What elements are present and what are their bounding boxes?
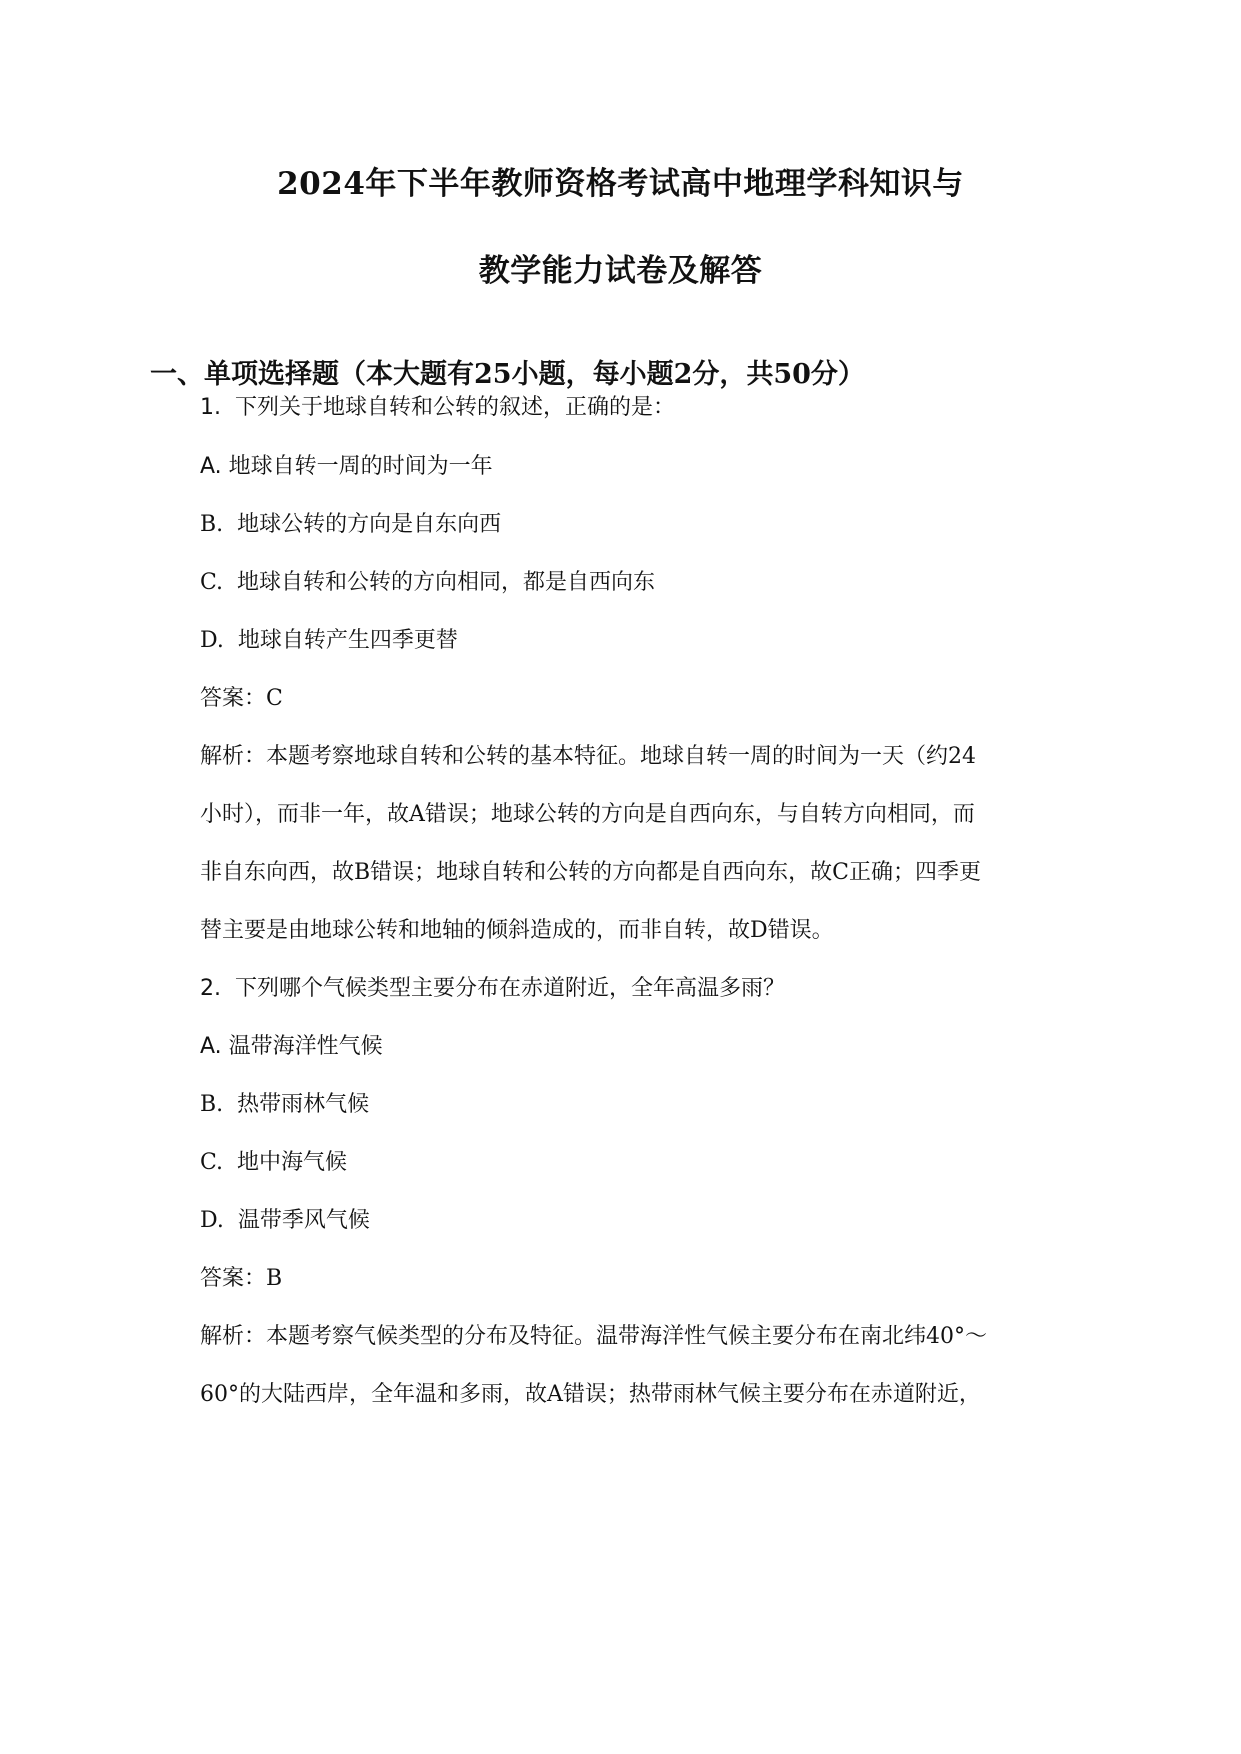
- question-2-explanation-line: 解析：本题考察气候类型的分布及特征。温带海洋性气候主要分布在南北纬40°～: [200, 1324, 987, 1349]
- option-label: D.: [200, 628, 224, 653]
- question-1-explanation-line: 替主要是由地球公转和地轴的倾斜造成的，而非自转，故D错误。: [200, 918, 834, 943]
- section-heading: 一、单项选择题（本大题有25小题，每小题2分，共50分）: [150, 359, 865, 390]
- option-label: A.: [200, 1034, 222, 1059]
- question-2-explanation-line: 60°的大陆西岸，全年温和多雨，故A错误；热带雨林气候主要分布在赤道附近，: [200, 1382, 981, 1407]
- question-2-stem: [200, 974, 785, 1004]
- option-label: C.: [200, 570, 224, 595]
- document-title-line1: 2024年下半年教师资格考试高中地理学科知识与: [277, 166, 964, 202]
- option-label: B.: [200, 1092, 224, 1117]
- option-text: 地球自转和公转的方向相同，都是自西向东: [237, 570, 656, 595]
- question-1-explanation-line: 解析：本题考察地球自转和公转的基本特征。地球自转一周的时间为一天（约24: [200, 744, 976, 769]
- option-label: A.: [200, 454, 222, 479]
- question-1-option-d: [200, 626, 458, 656]
- question-stem-text: 下列哪个气候类型主要分布在赤道附近，全年高温多雨？: [235, 976, 786, 1001]
- option-label: C.: [200, 1150, 224, 1175]
- option-text: 地球自转一周的时间为一年: [228, 454, 493, 479]
- question-2-option-c: [200, 1148, 347, 1178]
- question-1-explanation-line: 非自东向西，故B错误；地球自转和公转的方向都是自西向东，故C正确；四季更: [200, 860, 982, 885]
- question-1-stem: [200, 393, 675, 423]
- document-title-line2: 教学能力试卷及解答: [478, 253, 763, 289]
- option-text: 地球公转的方向是自东向西: [237, 512, 502, 537]
- option-label: B.: [200, 512, 224, 537]
- question-1-option-b: [200, 510, 501, 540]
- question-number: 1.: [200, 395, 221, 420]
- question-1-option-c: [200, 568, 655, 598]
- option-text: 地球自转产生四季更替: [237, 628, 458, 653]
- option-text: 热带雨林气候: [237, 1092, 370, 1117]
- question-2-option-d: [200, 1206, 370, 1236]
- option-label: D.: [200, 1208, 224, 1233]
- question-number: 2.: [200, 976, 221, 1001]
- option-text: 温带季风气候: [237, 1208, 370, 1233]
- option-text: 温带海洋性气候: [228, 1034, 383, 1059]
- question-stem-text: 下列关于地球自转和公转的叙述，正确的是：: [235, 395, 676, 420]
- question-2-option-b: [200, 1090, 369, 1120]
- question-1-answer: 答案：C: [200, 686, 283, 711]
- question-2-answer: 答案：B: [200, 1266, 283, 1291]
- question-1-explanation-line: 小时），而非一年，故A错误；地球公转的方向是自西向东，与自转方向相同，而: [200, 802, 975, 827]
- question-1-option-a: [200, 452, 493, 482]
- question-2-option-a: [200, 1032, 383, 1062]
- option-text: 地中海气候: [237, 1150, 348, 1175]
